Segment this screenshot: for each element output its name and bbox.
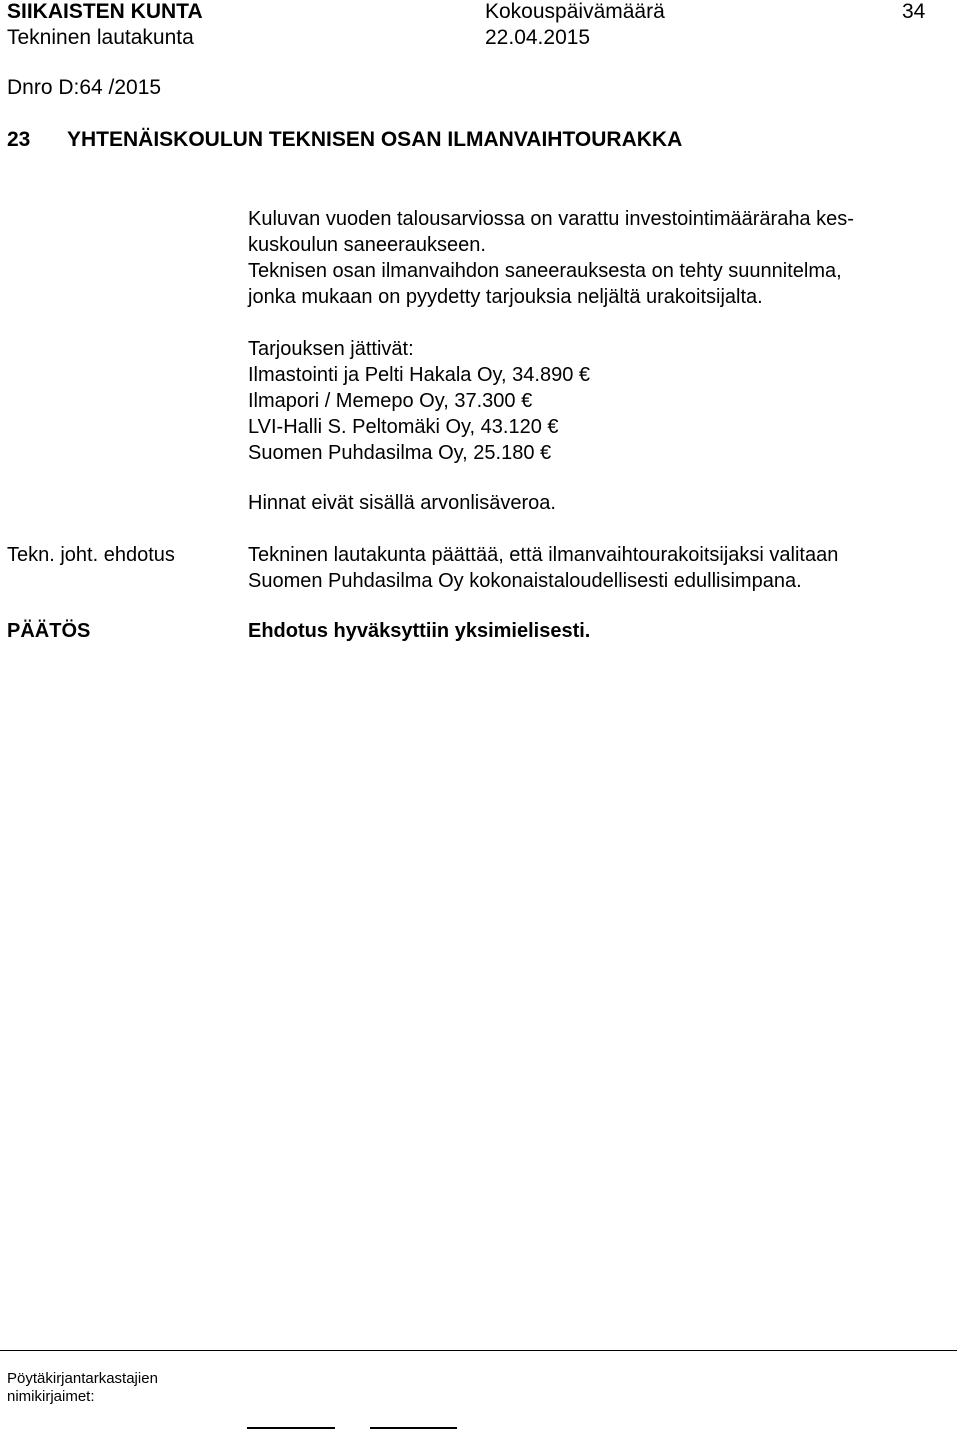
intro-line: Teknisen osan ilmanvaihdon saneerauksesta on tehty suunnitelma,	[248, 260, 842, 282]
footer-label-line2: nimikirjaimet:	[7, 1388, 95, 1405]
bid-item: Ilmastointi ja Pelti Hakala Oy, 34.890 €	[248, 364, 591, 386]
footer-label-line1: Pöytäkirjantarkastajien	[7, 1370, 158, 1387]
committee-name: Tekninen lautakunta	[7, 26, 194, 49]
section-title: YHTENÄISKOULUN TEKNISEN OSAN ILMANVAIHTOURAKKA	[67, 128, 683, 151]
meeting-date-label: Kokouspäivämäärä	[485, 0, 665, 23]
page-number: 34	[902, 0, 926, 23]
signature-line	[370, 1427, 457, 1429]
section-number: 23	[7, 128, 31, 151]
footer-rule	[0, 1350, 957, 1351]
proposal-line: Tekninen lautakunta päättää, että ilmanvaihtourakoitsijaksi valitaan	[248, 544, 839, 566]
bids-heading: Tarjouksen jättivät:	[248, 338, 414, 360]
meeting-date: 22.04.2015	[485, 26, 591, 49]
vat-note: Hinnat eivät sisällä arvonlisäveroa.	[248, 492, 556, 514]
signature-line	[247, 1427, 335, 1429]
org-name: SIIKAISTEN KUNTA	[7, 0, 203, 23]
proposal-line: Suomen Puhdasilma Oy kokonaistaloudellisesti edullisimpana.	[248, 570, 802, 592]
dnro: Dnro D:64 /2015	[7, 76, 162, 99]
intro-line: Kuluvan vuoden talousarviossa on varattu investointimääräraha kes-	[248, 208, 854, 230]
intro-line: kuskoulun saneeraukseen.	[248, 234, 486, 256]
decision-text: Ehdotus hyväksyttiin yksimielisesti.	[248, 620, 591, 642]
proposal-label: Tekn. joht. ehdotus	[7, 544, 175, 566]
decision-label: PÄÄTÖS	[7, 620, 91, 642]
intro-line: jonka mukaan on pyydetty tarjouksia neljältä urakoitsijalta.	[248, 286, 763, 308]
bid-item: LVI-Halli S. Peltomäki Oy, 43.120 €	[248, 416, 559, 438]
bid-item: Ilmapori / Memepo Oy, 37.300 €	[248, 390, 533, 412]
bid-item: Suomen Puhdasilma Oy, 25.180 €	[248, 442, 552, 464]
